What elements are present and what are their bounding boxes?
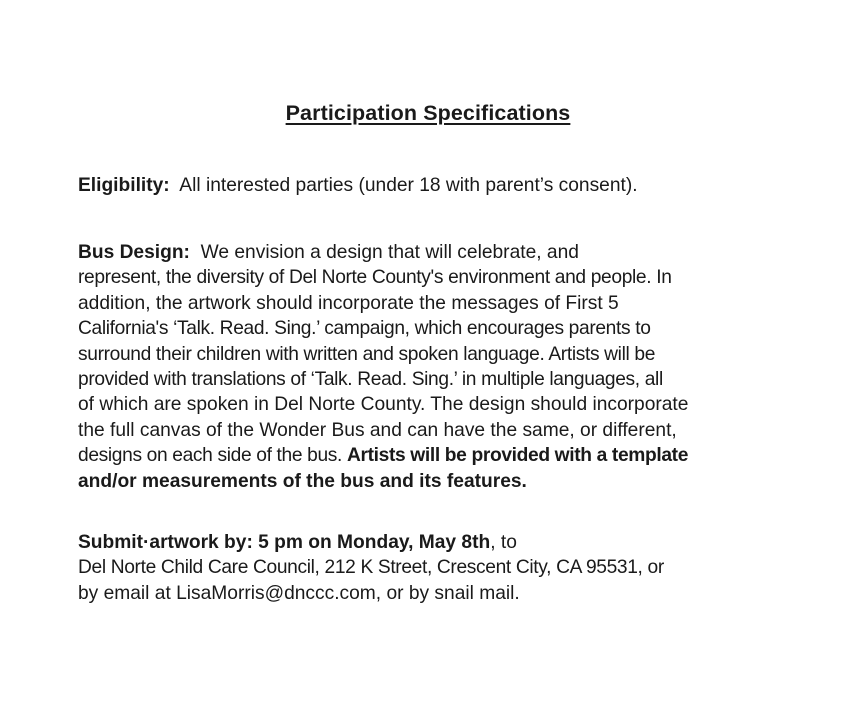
template-note-2: and/or measurements of the bus and its features.	[78, 470, 527, 492]
bus-design-line-9	[78, 443, 778, 468]
bus-design-line-10	[78, 469, 778, 494]
eligibility-text: All interested parties (under 18 with parent’s consent).	[179, 175, 638, 196]
template-note-1: Artists will be provided with a template	[347, 445, 689, 467]
page-title: Participation Specifications	[285, 101, 571, 125]
submit-address: Del Norte Child Care Council, 212 K Street, Crescent City, CA 95531, or	[78, 557, 664, 579]
bus-design-line-8: the full canvas of the Wonder Bus and can have the same, or different,	[78, 419, 677, 441]
submit-to: , to	[490, 532, 517, 553]
bus-design-label: Bus Design:	[78, 242, 190, 263]
bus-design-line-5: surround their children with written and spoken language. Artists will be	[78, 343, 656, 365]
submit-email-line: by email at LisaMorris@dnccc.com, or by snail mail.	[78, 582, 520, 604]
bus-design-text-9: designs on each side of the bus.	[78, 445, 343, 467]
bus-design-line-1	[78, 240, 778, 265]
bus-design-line-6: provided with translations of ‘Talk. Read. Sing.’ in multiple languages, all	[78, 369, 663, 391]
submit-deadline: Submit·artwork by: 5 pm on Monday, May 8th	[78, 532, 491, 553]
bus-design-line-7: of which are spoken in Del Norte County. The design should incorporate	[78, 394, 689, 416]
bus-design-line-3: addition, the artwork should incorporate the messages of First 5	[78, 292, 619, 314]
submit-line-1	[78, 530, 778, 555]
bus-design-text-1: We envision a design that will celebrate, and	[200, 242, 579, 263]
bus-design-line-4: California's ‘Talk. Read. Sing.’ campaign, which encourages parents to	[78, 318, 651, 340]
eligibility-label: Eligibility:	[78, 175, 170, 196]
bus-design-section	[78, 240, 778, 494]
bus-design-line-2: represent, the diversity of Del Norte County's environment and people. In	[78, 267, 672, 289]
eligibility-section	[78, 173, 778, 198]
submit-section	[78, 530, 778, 606]
